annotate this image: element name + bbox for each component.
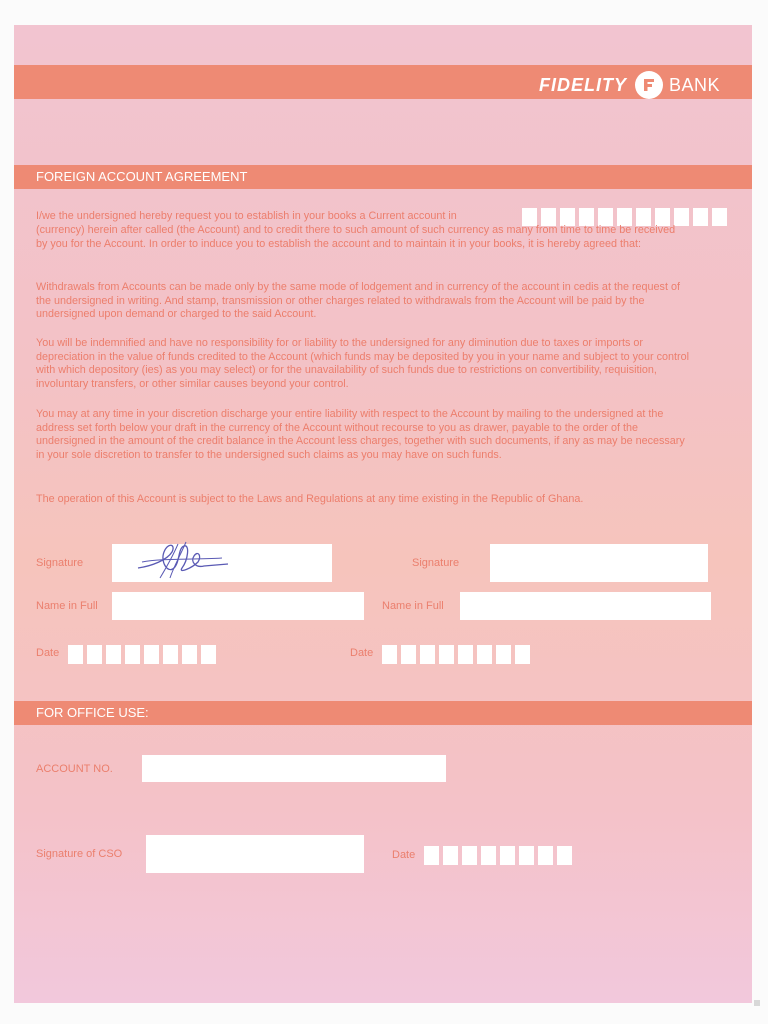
intro-paragraph: (currency) herein after called (the Account) and to credit there to such amount of such currency as many from time to time be received by you for the Account. In order to induce you to establish the account and to maintain it in your books, it is hereby agreed that: <box>36 224 676 250</box>
intro-line: I/we the undersigned hereby request you to establish in your books a Current account in <box>36 210 457 222</box>
name-label-2: Name in Full <box>382 600 444 612</box>
handwritten-signature <box>132 538 232 582</box>
indemnity-paragraph: You will be indemnified and have no responsibility for or liability to the undersigned for any diminution due to taxes or imports or depreciation in the value of funds credited to the Account (which funds may be deposited by you in your name and subject to your control with which depository (ies) as you may select) or for the unavailability of such funds due to restrictions on convertibility, requisition, involuntary transfers, or other similar causes beyond your control. <box>36 337 690 390</box>
account-no-label: ACCOUNT NO. <box>36 763 113 775</box>
signature-label-2: Signature <box>412 557 460 569</box>
signature-label-1: Signature <box>36 557 84 569</box>
office-date-cells[interactable] <box>424 846 572 865</box>
account-no-field[interactable] <box>142 755 446 782</box>
cso-signature-field[interactable] <box>146 835 364 873</box>
cso-signature-label: Signature of CSO <box>36 848 123 860</box>
signature-field-1[interactable] <box>112 544 332 582</box>
name-field-1[interactable] <box>112 592 364 620</box>
brand-name-bold: FIDELITY <box>538 74 627 95</box>
name-label-1: Name in Full <box>36 600 98 612</box>
date-cells-2[interactable] <box>382 645 530 664</box>
section-band-office <box>14 701 752 725</box>
name-field-2[interactable] <box>460 592 711 620</box>
header-band <box>14 65 752 99</box>
office-date-label: Date <box>392 849 416 861</box>
signature-field-2[interactable] <box>490 544 708 582</box>
governing-law-paragraph: The operation of this Account is subject to the Laws and Regulations at any time existing in the Republic of Ghana. <box>36 493 584 505</box>
form-page <box>14 25 752 1003</box>
date-label-1: Date <box>36 647 60 659</box>
section-title: FOREIGN ACCOUNT AGREEMENT <box>36 169 248 184</box>
date-label-2: Date <box>350 647 374 659</box>
scan-mark <box>754 1000 760 1006</box>
brand-name-light: BANK <box>668 74 720 95</box>
section-band-agreement <box>14 165 752 189</box>
brand-mark-icon <box>635 71 663 99</box>
withdrawals-paragraph: Withdrawals from Accounts can be made only by the same mode of lodgement and in currency of the account in cedis at the request of the undersigned in writing. And stamp, transmission or other charges related to withdrawals from the Account will be paid by the undersigned upon demand or charged to the said Account. <box>36 281 680 321</box>
office-section-title: FOR OFFICE USE: <box>36 705 149 720</box>
discharge-paragraph: You may at any time in your discretion discharge your entire liability with respect to the Account by mailing to the undersigned at the address set forth below your draft in the currency of the Account without recourse to you as drawer, payable to the order of the undersigned in the amount of the credit balance in the Account less charges, together with such documents, if any as may be necessary in your sole discretion to transfer to the undersigned such claims as you may have on such funds. <box>36 408 685 461</box>
date-cells-1[interactable] <box>68 645 216 664</box>
fidelity-logo <box>539 71 720 99</box>
